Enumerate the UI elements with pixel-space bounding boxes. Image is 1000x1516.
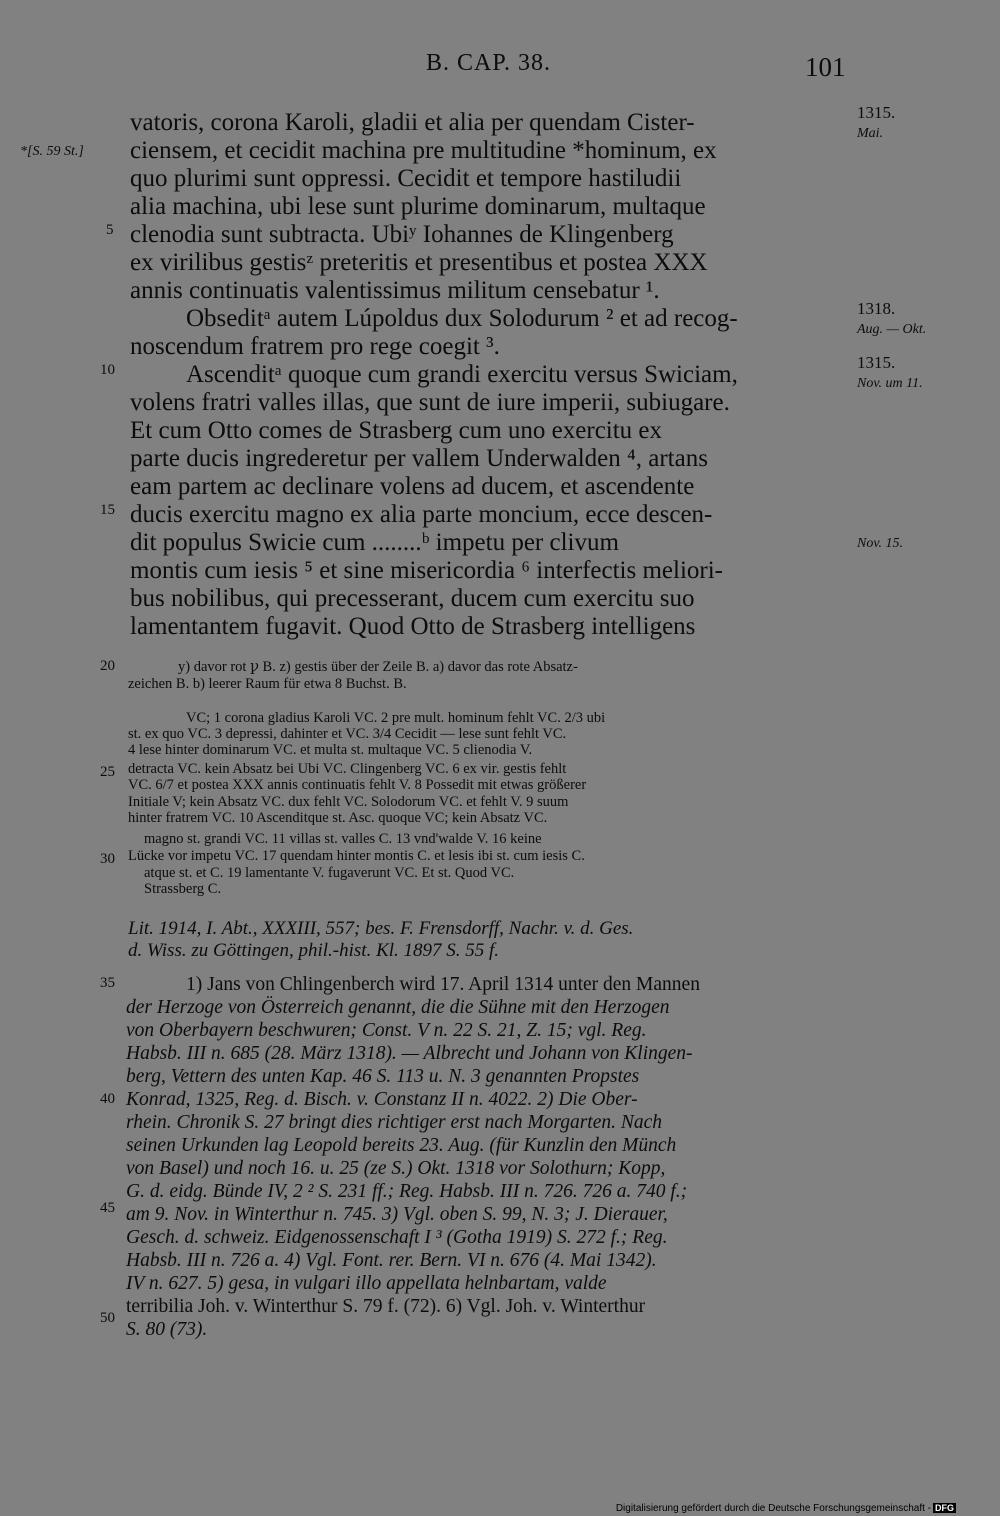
line-number: 30 [100,851,115,867]
footnote-line: der Herzoge von Österreich genannt, die die Sühne mit den Herzogen [126,997,670,1018]
line-number: 10 [100,362,115,378]
margin-year-1315b: 1315. [857,353,896,372]
main-text-line: annis continuatis valentissimus militum censebatur ¹. [130,277,660,304]
apparatus-line: zeichen B. b) leerer Raum für etwa 8 Buchst. B. [128,676,407,692]
apparatus-line: y) davor rot ꝩ B. z) gestis über der Zeile B. a) davor das rote Absatz- [178,659,578,675]
variant-line: Initiale V; kein Absatz VC. dux fehlt VC. Solodorum VC. et fehlt V. 9 suum [128,794,569,810]
footnote-line: seinen Urkunden lag Leopold bereits 23. Aug. (für Kunzlin den Münch [126,1135,677,1156]
variant-line: magno st. grandi VC. 11 villas st. valles C. 13 vnd'walde V. 16 keine [144,831,542,847]
variant-line: Strassberg C. [144,881,222,897]
main-text-line: ciensem, et cecidit machina pre multitudine *hominum, ex [130,137,717,164]
main-text-line: ducis exercitu magno ex alia parte moncium, ecce descen- [130,501,713,528]
footnote-line: terribilia Joh. v. Winterthur S. 79 f. (72). 6) Vgl. Joh. v. Winterthur [126,1296,646,1317]
footnote-line: am 9. Nov. in Winterthur n. 745. 3) Vgl. oben S. 99, N. 3; J. Dierauer, [126,1204,668,1225]
margin-month-mai: Mai. [857,126,884,141]
footnote-line: Konrad, 1325, Reg. d. Bisch. v. Constanz II n. 4022. 2) Die Ober- [126,1089,638,1110]
digitization-credit [616,1503,956,1514]
line-number: 15 [100,502,115,518]
main-text-line: volens fratri valles illas, que sunt de iure imperii, subiugare. [130,389,730,416]
line-number: 25 [100,764,115,780]
footnote-line: S. 80 (73). [126,1319,208,1340]
literature-line: Lit. 1914, I. Abt., XXXIII, 557; bes. F. Frensdorff, Nachr. v. d. Ges. [128,918,634,939]
variant-line: st. ex quo VC. 3 depressi, dahinter et VC. 3/4 Cecidit — lese sunt fehlt VC. [128,726,567,742]
credit-text: Digitalisierung gefördert durch die Deutsche Forschungsgemeinschaft - [615,1503,931,1514]
running-title: B. CAP. 38. [426,50,552,76]
footnote-line: Habsb. III n. 726 a. 4) Vgl. Font. rer. Bern. VI n. 676 (4. Mai 1342). [126,1250,657,1271]
main-text-line: noscendum fratrem pro rege coegit ³. [130,333,500,360]
footnote-line: IV n. 627. 5) gesa, in vulgari illo appellata helnbartam, valde [126,1273,607,1294]
main-text-line: alia machina, ubi lese sunt plurime dominarum, multaque [130,193,706,220]
variant-line: Lücke vor impetu VC. 17 quendam hinter montis C. et lesis ibi st. cum iesis C. [128,848,585,864]
main-text-line: dit populus Swicie cum ........ᵇ impetu per clivum [130,529,619,556]
footnote-line: rhein. Chronik S. 27 bringt dies richtiger erst nach Morgarten. Nach [126,1112,663,1133]
main-text-line: Ascenditᵃ quoque cum grandi exercitu versus Swiciam, [186,361,738,388]
margin-year-1315: 1315. [857,103,896,122]
main-text-line: Obseditᵃ autem Lúpoldus dux Solodurum ² et ad recog- [186,305,738,332]
variant-line: VC; 1 corona gladius Karoli VC. 2 pre mult. hominum fehlt VC. 2/3 ubi [186,710,606,726]
main-text-line: clenodia sunt subtracta. Ubiʸ Iohannes de Klingenberg [130,221,674,248]
variant-line: 4 lese hinter dominarum VC. et multa st. multaque VC. 5 clienodia V. [128,742,533,758]
margin-month-aug-okt: Aug. — Okt. [857,322,927,337]
main-text-line: Et cum Otto comes de Strasberg cum uno exercitu ex [130,417,663,444]
dfg-logo: DFG [935,1503,954,1513]
footnote-line: 1) Jans von Chlingenberch wird 17. April 1314 unter den Mannen [186,974,700,995]
margin-month-nov15: Nov. 15. [857,536,904,551]
footnote-line: von Oberbayern beschwuren; Const. V n. 22 S. 21, Z. 15; vgl. Reg. [126,1020,647,1041]
main-text-line: bus nobilibus, qui precesserant, ducem cum exercitu suo [130,585,695,612]
main-text-line: montis cum iesis ⁵ et sine misericordia ⁶ interfectis meliori- [130,557,723,584]
line-number: 5 [106,222,114,238]
source-page-reference: *[S. 59 St.] [20,144,84,159]
main-text-line: vatoris, corona Karoli, gladii et alia per quendam Cister- [130,109,695,136]
main-text-line: lamentantem fugavit. Quod Otto de Strasberg intelligens [130,613,696,640]
margin-year-1318: 1318. [857,299,896,318]
variant-line: atque st. et C. 19 lamentante V. fugaverunt VC. Et st. Quod VC. [144,865,515,881]
footnote-line: G. d. eidg. Bünde IV, 2 ² S. 231 ff.; Reg. Habsb. III n. 726. 726 a. 740 f.; [126,1181,688,1202]
line-number: 35 [100,975,115,991]
line-number: 50 [100,1310,115,1326]
literature-line: d. Wiss. zu Göttingen, phil.-hist. Kl. 1897 S. 55 f. [128,940,500,961]
main-text-line: parte ducis ingrederetur per vallem Underwalden ⁴, artans [130,445,708,472]
footnote-line: berg, Vettern des unten Kap. 46 S. 113 u. N. 3 genannten Propstes [126,1066,640,1087]
page-number: 101 [805,52,846,82]
variant-line: detracta VC. kein Absatz bei Ubi VC. Clingenberg VC. 6 ex vir. gestis fehlt [128,761,567,777]
footnote-line: von Basel) und noch 16. u. 25 (ze S.) Okt. 1318 vor Solothurn; Kopp, [126,1158,666,1179]
line-number: 20 [100,658,115,674]
main-text-line: quo plurimi sunt oppressi. Cecidit et tempore hastiludii [130,165,682,192]
margin-month-nov: Nov. um 11. [857,376,923,391]
line-number: 40 [100,1091,115,1107]
main-text-line: ex virilibus gestisᶻ preteritis et presentibus et postea XXX [130,249,708,276]
footnote-line: Gesch. d. schweiz. Eidgenossenschaft I ³ (Gotha 1919) S. 272 f.; Reg. [126,1227,668,1248]
variant-line: VC. 6/7 et postea XXX annis continuatis fehlt V. 8 Possedit mit etwas größerer [128,777,587,793]
main-text-line: eam partem ac declinare volens ad ducem, et ascendente [130,473,695,500]
footnote-line: Habsb. III n. 685 (28. März 1318). — Albrecht und Johann von Klingen- [126,1043,693,1064]
variant-line: hinter fratrem VC. 10 Ascenditque st. Asc. quoque VC; kein Absatz VC. [128,810,548,826]
line-number: 45 [100,1200,115,1216]
